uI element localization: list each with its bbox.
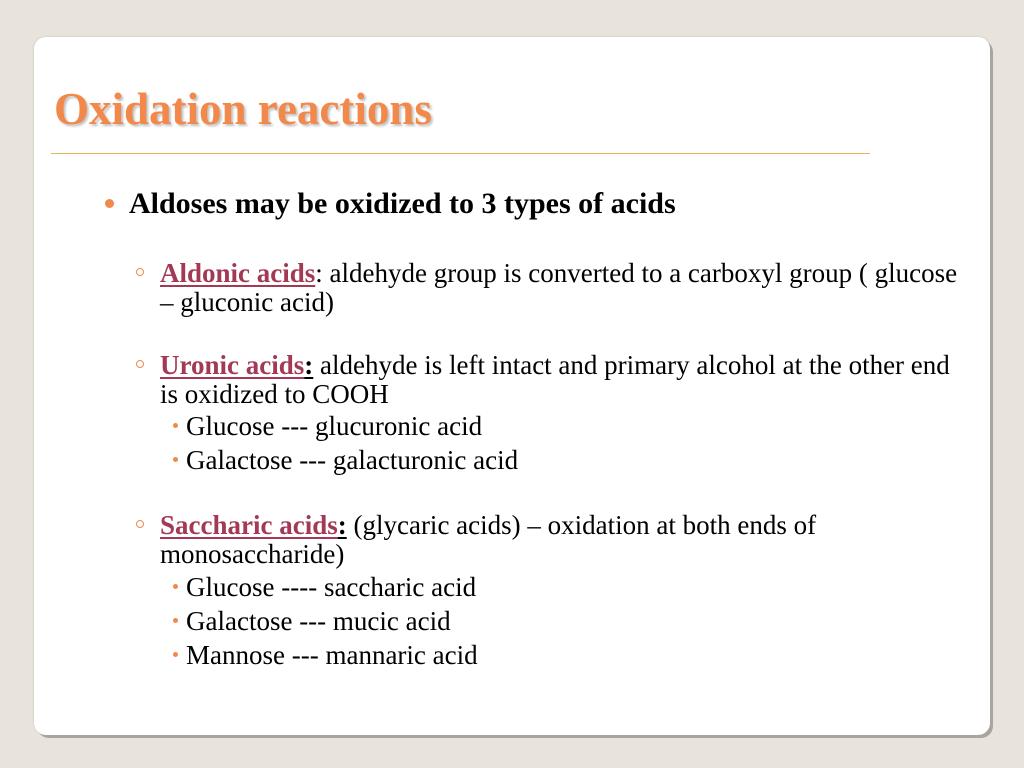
small-bullet-icon [173, 618, 178, 623]
term-separator: : [337, 510, 347, 540]
small-bullet-icon [173, 652, 178, 657]
sub-bullet-aldonic [160, 259, 960, 317]
sub-bullet-uronic [160, 351, 960, 409]
title-divider [51, 153, 870, 154]
example-item [186, 640, 478, 670]
main-bullet-text: Aldoses may be oxidized to 3 types of acids [129, 187, 676, 220]
example-text: Glucose ---- saccharic acid [186, 572, 477, 602]
example-item [186, 606, 451, 636]
small-bullet-icon [173, 584, 178, 589]
ring-bullet-icon [136, 268, 144, 276]
description-saccharic: (glycaric acids) – oxidation at both ends of monosaccharide) [160, 510, 817, 569]
term-separator: : [304, 350, 314, 380]
slide-title: Oxidation reactions [54, 84, 432, 134]
example-item [186, 572, 476, 602]
term-saccharic-acids: Saccharic acids [160, 510, 338, 540]
example-item [186, 411, 482, 441]
sub-bullet-saccharic [160, 511, 960, 569]
term-uronic-acids: Uronic acids [160, 350, 305, 380]
bullet-dot-icon [105, 199, 114, 208]
example-text: Galactose --- mucic acid [186, 606, 451, 636]
example-text: Mannose --- mannaric acid [186, 640, 478, 670]
small-bullet-icon [173, 423, 178, 428]
example-text: Galactose --- galacturonic acid [186, 445, 519, 475]
ring-bullet-icon [136, 360, 144, 368]
slide-card [34, 37, 990, 735]
small-bullet-icon [173, 457, 178, 462]
example-text: Glucose --- glucuronic acid [186, 411, 483, 441]
description-aldonic: aldehyde group is converted to a carboxyl group ( glucose – gluconic acid) [160, 258, 958, 317]
term-separator: : [315, 258, 323, 288]
term-aldonic-acids: Aldonic acids [160, 258, 316, 288]
ring-bullet-icon [136, 520, 144, 528]
example-item [186, 445, 518, 475]
description-uronic: aldehyde is left intact and primary alcohol at the other end is oxidized to COOH [160, 350, 950, 409]
main-bullet [129, 187, 676, 221]
